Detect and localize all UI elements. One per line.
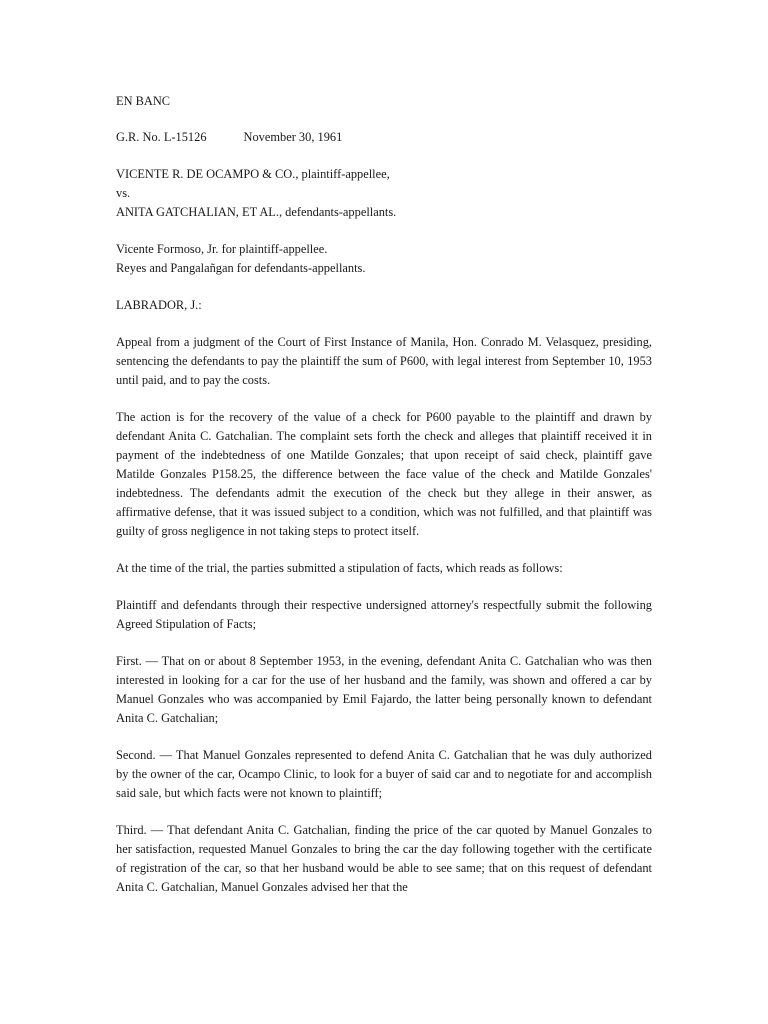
paragraph-appeal: Appeal from a judgment of the Court of First Instance of Manila, Hon. Conrado M. Velasquez, presiding, sentencing the defendants to pay the plaintiff the sum of P600, with legal interest from September 10, 1953 until paid, and to pay the costs. xyxy=(116,335,652,387)
case-number-line xyxy=(116,128,652,147)
paragraph-first: First. — That on or about 8 September 1953, in the evening, defendant Anita C. Gatchalian who was then interested in looking for a car for the use of her husband and the family, was shown and offered a car by Manuel Gonzales who was accompanied by Emil Fajardo, the latter being personally known to defendant Anita C. Gatchalian; xyxy=(116,654,652,725)
defendant-party: ANITA GATCHALIAN, ET AL., defendants-appellants. xyxy=(116,205,397,219)
ponente: LABRADOR, J.: xyxy=(116,298,202,312)
paragraph-trial: At the time of the trial, the parties submitted a stipulation of facts, which reads as follows: xyxy=(116,561,563,575)
paragraph-third: Third. — That defendant Anita C. Gatchalian, finding the price of the car quoted by Manuel Gonzales to her satisfaction, requested Manuel Gonzales to bring the car the day following together with the certificate of registration of the car, so that her husband would be able to see same; that on this request of defendant Anita C. Gatchalian, Manuel Gonzales advised her that the xyxy=(116,823,652,894)
court-division: EN BANC xyxy=(116,94,171,108)
document-page xyxy=(116,92,652,897)
versus-label: vs. xyxy=(116,186,131,200)
paragraph-second: Second. — That Manuel Gonzales represented to defend Anita C. Gatchalian that he was duly authorized by the owner of the car, Ocampo Clinic, to look for a buyer of said car and to negotiate for and accomplish said sale, but which facts were not known to plaintiff; xyxy=(116,748,652,800)
decision-date: November 30, 1961 xyxy=(243,130,343,144)
paragraph-stipulation-intro: Plaintiff and defendants through their respective undersigned attorney's respectfully submit the following Agreed Stipulation of Facts; xyxy=(116,598,652,631)
plaintiff-party: VICENTE R. DE OCAMPO & CO., plaintiff-appellee, xyxy=(116,167,390,181)
plaintiff-counsel: Vicente Formoso, Jr. for plaintiff-appellee. xyxy=(116,242,328,256)
gr-number: G.R. No. L-15126 xyxy=(116,130,207,144)
paragraph-action: The action is for the recovery of the value of a check for P600 payable to the plaintiff and drawn by defendant Anita C. Gatchalian. The complaint sets forth the check and alleges that plaintiff received it in payment of the indebtedness of one Matilde Gonzales; that upon receipt of said check, plaintiff gave Matilde Gonzales P158.25, the difference between the face value of the check and Matilde Gonzales' indebtedness. The defendants admit the execution of the check but they allege in their answer, as affirmative defense, that it was issued subject to a condition, which was not fulfilled, and that plaintiff was guilty of gross negligence in not taking steps to protect itself. xyxy=(116,410,652,538)
defendant-counsel: Reyes and Pangalañgan for defendants-appellants. xyxy=(116,261,366,275)
